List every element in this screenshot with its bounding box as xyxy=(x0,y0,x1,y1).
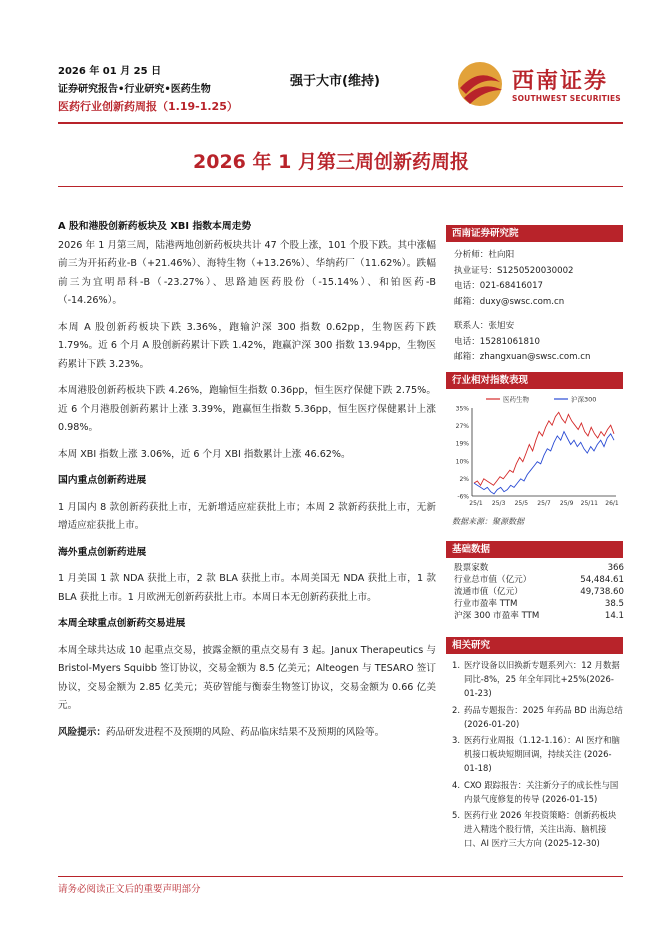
paragraph-a-share: 本周 A 股创新药板块下跌 3.36%，跑输沪深 300 指数 0.62pp，生物医药下跌 1.79%。近 6 个月 A 股创新药累计下跌 1.42%，跑赢沪深 300 指数 13.94pp，生物医药累计下跌 3.23%。 xyxy=(58,321,436,370)
related-research-number: 3. xyxy=(452,735,460,746)
related-research-item[interactable] xyxy=(452,703,623,731)
basic-data-value: 49,738.60 xyxy=(580,587,624,597)
related-research-item[interactable] xyxy=(452,778,623,806)
chart-y-tick-label: 27% xyxy=(455,423,469,431)
contact-phone: 电话：15281061810 xyxy=(454,336,540,347)
basic-data-title: 基础数据 xyxy=(446,541,623,558)
chart-x-tick-label: 25/9 xyxy=(559,500,574,507)
contact-name: 联系人：张旭安 xyxy=(454,321,515,331)
related-research-number: 1. xyxy=(452,660,460,670)
chart-source: 数据来源：聚源数据 xyxy=(452,517,524,526)
chart-y-tick-label: 10% xyxy=(455,458,469,466)
analyst-phone: 电话：021-68416017 xyxy=(454,281,544,291)
footer-rule xyxy=(58,876,623,877)
analyst-email[interactable]: 邮箱：duxy@swsc.com.cn xyxy=(454,296,565,307)
paragraph-deals: 本周全球共达成 10 起重点交易，披露金额的重点交易有 3 起。Janux Therapeutics 与 Bristol-Myers Squibb 签订协议，交易金额为 8.5 亿美元；Alteogen 与 TESARO 签订协议，交易金额为 2.85 亿美元；英矽智能与衡泰生物签订协议，交易金额为 0.66 亿美元。 xyxy=(58,644,436,711)
page-title: 2026 年 1 月第三周创新药周报 xyxy=(193,151,469,173)
related-research-number: 4. xyxy=(452,779,460,790)
chart-x-tick-label: 25/1 xyxy=(469,500,483,507)
related-research-text: 医疗设备以旧换新专题系列六：12 月数据同比-8%，25 年全年同比+25%(2026-01-23) xyxy=(464,660,620,699)
basic-data-row xyxy=(454,574,624,586)
logo-english-name: SOUTHWEST SECURITIES xyxy=(512,94,621,103)
chart-x-tick-label: 25/11 xyxy=(580,500,598,507)
basic-data-row xyxy=(454,610,624,622)
chart-title: 行业相对指数表现 xyxy=(446,372,623,389)
contact-email[interactable]: 邮箱：zhangxuan@swsc.com.cn xyxy=(454,352,591,362)
risk-label: 风险提示： xyxy=(58,726,106,738)
basic-data-panel xyxy=(446,541,623,622)
paragraph-overseas: 1 月美国 1 款 NDA 获批上市，2 款 BLA 获批上市。本周美国无 NDA 获批上市，1 款 BLA 获批上市。1 月欧洲无创新药获批上市。本周日本无创新药获批上市。 xyxy=(58,573,436,603)
chart-y-tick-label: 35% xyxy=(455,405,469,413)
basic-data-row xyxy=(454,598,624,610)
industry-rating: 强于大市(维持) xyxy=(290,74,380,89)
basic-data-key: 流通市值（亿元） xyxy=(454,587,523,597)
analyst-name: 分析师：杜向阳 xyxy=(454,250,515,260)
related-research-text: CXO 跟踪报告：关注新分子的成长性与国内景气度修复的传导 (2026-01-15) xyxy=(464,779,619,804)
company-logo-icon xyxy=(452,58,508,110)
paragraph-xbi: 本周 XBI 指数上涨 3.06%，近 6 个月 XBI 指数累计上涨 46.62%。 xyxy=(58,448,351,460)
footer-disclaimer: 请务必阅读正文后的重要声明部分 xyxy=(58,884,201,895)
chart-y-tick-label: 2% xyxy=(459,475,469,483)
related-research-text: 医药行业周报（1.12-1.16）：AI 医疗和脑机接口板块短期回调，持续关注 (2026-01-18) xyxy=(464,735,620,774)
paragraph-hk-share: 本周港股创新药板块下跌 4.26%，跑输恒生指数 0.36pp，恒生医疗保健下跌 2.75%。近 6 个月港股创新药累计上涨 3.39%，跑赢恒生指数 5.36pp，恒生医疗保健累计上涨 0.98%。 xyxy=(58,385,436,433)
chart-series-line xyxy=(474,432,614,494)
chart-y-tick-label: 19% xyxy=(455,440,469,448)
basic-data-key: 行业市盈率 TTM xyxy=(454,599,518,609)
chart-y-tick-label: -6% xyxy=(457,493,469,501)
related-research-number: 5. xyxy=(452,810,460,821)
section-heading-deals: 本周全球重点创新药交易进展 xyxy=(58,618,186,629)
basic-data-key: 沪深 300 市盈率 TTM xyxy=(454,611,540,621)
basic-data-key: 股票家数 xyxy=(454,563,489,573)
analyst-panel xyxy=(446,225,623,366)
main-content xyxy=(58,218,436,742)
chart-legend-label: 医药生物 xyxy=(503,395,529,404)
related-research-item[interactable] xyxy=(452,808,623,851)
section-heading-market: A 股和港股创新药板块及 XBI 指数本周走势 xyxy=(58,221,252,232)
paragraph-market-overview: 2026 年 1 月第三周，陆港两地创新药板块共计 47 个股上涨，101 个股下跌。其中涨幅前三为开拓药业-B（+21.46%）、海特生物（+13.26%）、华纳药厂（11.62%）。跌幅前三为宜明昂科-B（-23.27%）、思路迪医药股份（-15.14%）、和铂医药-B（-14.26%）。 xyxy=(58,239,436,306)
basic-data-value: 366 xyxy=(607,563,624,573)
risk-text: 药品研发进程不及预期的风险、药品临床结果不及预期的风险等。 xyxy=(105,726,385,738)
related-research-text: 医药行业 2026 年投资策略：创新药板块进入精选个股行情，关注出海、脑机接口、AI 医疗三大方向 (2025-12-30) xyxy=(464,810,617,849)
report-series: 医药行业创新药周报（1.19-1.25） xyxy=(58,100,238,113)
basic-data-value: 14.1 xyxy=(604,611,624,621)
related-research-item[interactable] xyxy=(452,733,623,776)
related-research-item[interactable] xyxy=(452,658,623,701)
relative-index-chart xyxy=(446,390,623,514)
chart-series-line xyxy=(474,412,614,485)
header-rule xyxy=(58,122,623,124)
chart-panel xyxy=(446,372,623,389)
report-category: 证券研究报告•行业研究•医药生物 xyxy=(58,84,211,95)
chart-x-tick-label: 25/5 xyxy=(514,500,529,507)
analyst-cert: 执业证号：S1250520030002 xyxy=(454,265,574,276)
report-date: 2026 年 01 月 25 日 xyxy=(58,66,162,77)
related-research-panel xyxy=(446,637,623,853)
section-heading-overseas: 海外重点创新药进展 xyxy=(58,546,147,558)
chart-x-tick-label: 25/3 xyxy=(491,500,506,507)
institute-title: 西南证券研究院 xyxy=(446,225,623,242)
chart-x-tick-label: 25/7 xyxy=(537,500,551,507)
chart-x-tick-label: 26/1 xyxy=(605,500,619,507)
logo-chinese-name: 西南证券 xyxy=(512,68,609,94)
basic-data-value: 54,484.61 xyxy=(580,575,624,585)
basic-data-table xyxy=(454,562,624,622)
basic-data-row xyxy=(454,562,624,574)
risk-warning xyxy=(58,724,436,743)
related-research-number: 2. xyxy=(452,704,460,715)
basic-data-key: 行业总市值（亿元） xyxy=(454,575,532,585)
chart-legend-label: 沪深300 xyxy=(571,395,597,404)
related-research-title: 相关研究 xyxy=(446,637,623,654)
related-research-text: 药品专题报告：2025 年药品 BD 出海总结 (2026-01-20) xyxy=(464,704,623,729)
title-rule xyxy=(58,186,623,187)
section-heading-domestic: 国内重点创新药进展 xyxy=(58,475,147,486)
paragraph-domestic: 1 月国内 8 款创新药获批上市，无新增适应症获批上市；本周 2 款新药获批上市，无新增适应症获批上市。 xyxy=(58,501,436,531)
basic-data-row xyxy=(454,586,624,598)
basic-data-value: 38.5 xyxy=(604,599,624,609)
